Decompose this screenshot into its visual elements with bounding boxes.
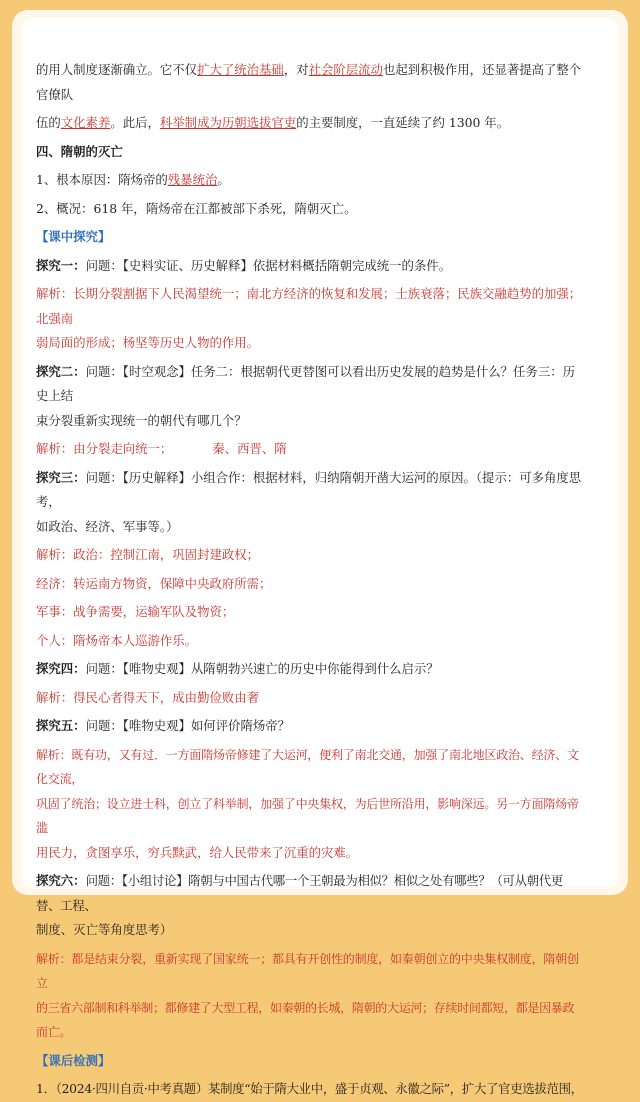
intro-line-2 [36,111,584,136]
text: 。此后， [110,115,160,130]
answer-1-line-1: 解析：长期分裂割据下人民渴望统一；南北方经济的恢复和发展；士族衰落；民族交融趋势的加强；北强南 [36,286,582,326]
answer-3-line-3: 军事：战争需要，运输军队及物资； [36,604,235,619]
answer-2 [36,437,584,462]
question-text: 问题：【唯物史观】如何评价隋炀帝？ [85,718,291,733]
text: 1、根本原因：隋炀帝的 [36,172,168,187]
answer-5-line-3: 用民力，贪图享乐，穷兵黩武，给人民带来了沉重的灾难。 [36,844,359,860]
answer-text: 解析：由分裂走向统一； [36,441,173,456]
question-text: 问题：【史料实证、历史解释】依据材料概括隋朝完成统一的条件。 [85,257,452,273]
intro-line-1 [36,58,584,107]
text: 也起到积极作用，还显著提高了整个官僚队 [36,62,582,102]
question-text: 问题：【唯物史观】从隋朝勃兴速亡的历史中你能得到什么启示？ [85,661,439,676]
question-4 [36,657,584,682]
answer-1-line-2: 弱局面的形成；杨坚等历史人物的作用。 [36,335,260,350]
after-class-label: 【课后检测】 [36,1052,111,1068]
question-5 [36,714,584,739]
question-tag: 探究六： [36,873,86,888]
underlined-term: 科举制成为历朝选拔官吏 [159,115,297,130]
section-item-1 [36,168,584,193]
answer-3-line-4: 个人：隋炀帝本人巡游作乐。 [36,632,198,648]
answer-3-line-2: 经济：转运南方物资，保障中央政府所需； [36,575,272,591]
question-2 [36,360,584,409]
answer-3-line-1: 解析：政治：控制江南，巩固封建政权； [36,547,260,562]
question-text: 问题：【历史解释】小组合作：根据材料，归纳隋朝开凿大运河的原因。（提示：可多角度思考， [36,469,582,509]
document-content [36,58,584,1102]
question-tag: 探究二： [36,363,86,379]
answer-4: 解析：得民心者得天下，成由勤俭败由奢 [36,689,260,705]
in-class-label: 【课中探究】 [36,229,111,244]
section-item-2: 2、概况：618 年，隋炀帝在江都被部下杀死，隋朝灭亡。 [36,200,357,216]
question-text: 问题：【小组讨论】隋朝与中国古代哪一个王朝最为相似？相似之处有哪些？（可从朝代更替、工程、 [36,873,563,913]
underlined-term: 残暴统治 [167,172,218,187]
question-6 [36,869,584,918]
answer-5-line-2: 巩固了统治；设立进士科，创立了科举制，加强了中央集权，为后世所沿用，影响深远。另一方面隋炀帝滥 [36,796,579,835]
question-tag: 探究三： [36,469,86,485]
underlined-term: 扩大了统治基础 [197,62,284,77]
text: 的主要制度，一直延续了约 1300 年。 [296,115,510,130]
question-2-line-2: 束分裂重新实现统一的朝代有哪几个？ [36,412,247,428]
section-heading: 四、隋朝的灭亡 [36,143,123,159]
question-tag: 探究四： [36,661,86,676]
underlined-term: 文化素养 [60,115,111,130]
question-3 [36,466,584,515]
text: 。 [217,172,230,187]
question-1 [36,254,584,279]
text: 伍的 [36,115,61,130]
question-text: 问题：【时空观念】任务二：根据朝代更替图可以看出历史发展的趋势是什么？任务三：历史上结 [36,363,575,403]
question-tag: 探究五： [36,718,86,733]
question-6-line-2: 制度、灭亡等角度思考） [36,922,173,937]
answer-6-line-2: 的三省六部制和科举制；都修建了大型工程，如秦朝的长城，隋朝的大运河；存续时间都短，都是因暴政而亡。 [36,1000,575,1039]
question-tag: 探究一： [36,257,86,273]
underlined-term: 社会阶层流动 [308,62,383,77]
question-3-line-2: 如政治、经济、军事等。） [36,518,179,534]
text: 的用人制度逐渐确立。它不仅 [36,62,198,77]
answer-5-line-1: 解析：既有功，又有过．一方面隋炀帝修建了大运河，便利了南北交通，加强了南北地区政治、经济、文化交流， [36,747,579,786]
answer-text: 秦、西晋、隋 [212,441,287,456]
answer-6-line-1: 解析：都是结束分裂，重新实现了国家统一；都具有开创性的制度，如秦朝创立的中央集权制度，隋朝创立 [36,951,579,990]
text: ，对 [283,62,309,77]
after-class-question-1: 1．（2024·四川自贡·中考真题）某制度“始于隋大业中，盛于贞观、永徽之际”，扩大了官吏选拔范围， [36,1081,583,1096]
